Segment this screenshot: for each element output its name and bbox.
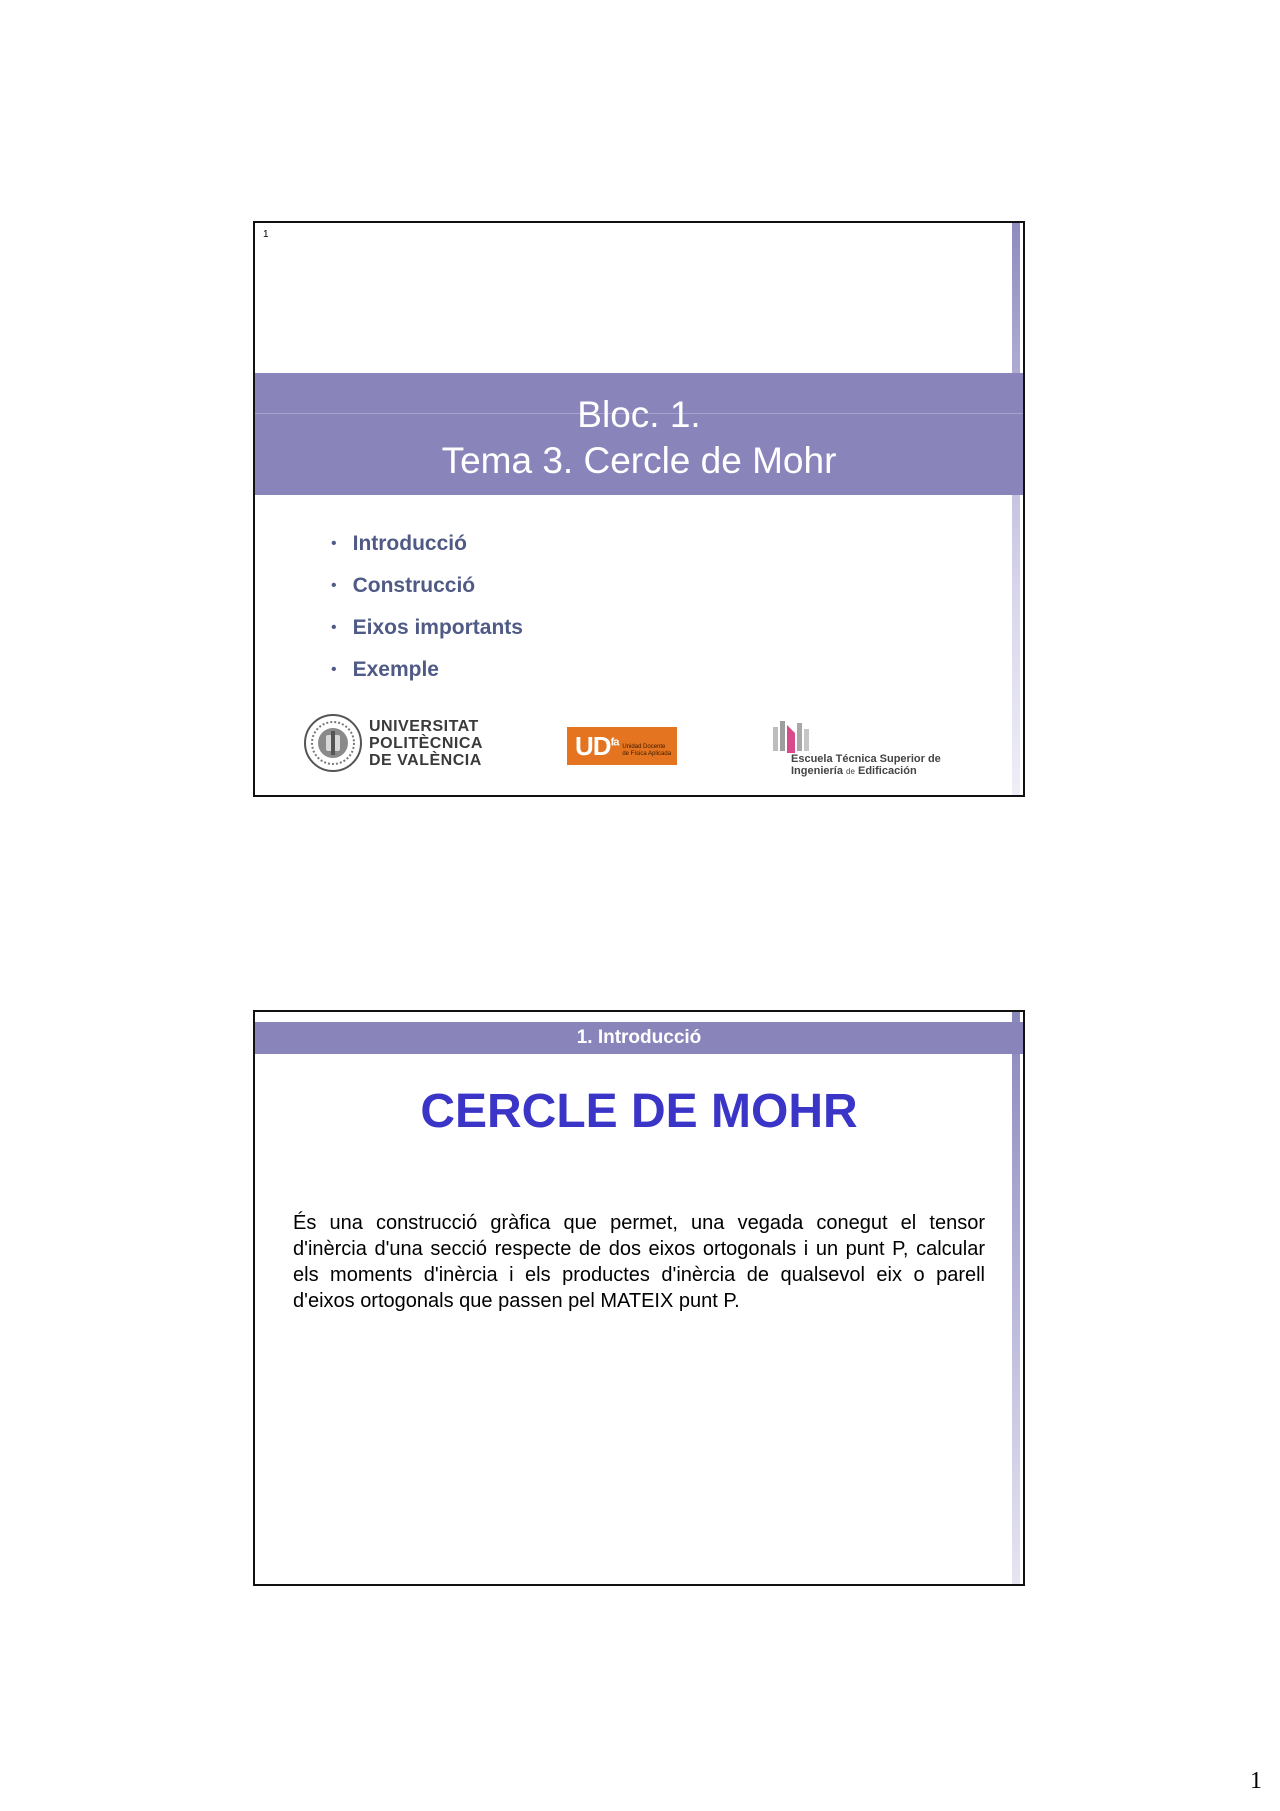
topic-label: Eixos importants xyxy=(352,616,523,639)
topic-list xyxy=(331,523,523,691)
title-band xyxy=(255,373,1023,495)
topic-item xyxy=(331,523,523,565)
bullet-icon: • xyxy=(331,619,337,636)
etsie-wordmark xyxy=(791,753,941,778)
topic-item xyxy=(331,607,523,649)
slide-title-line-1: Bloc. 1. xyxy=(577,394,701,435)
slide-number: 1 xyxy=(263,229,269,240)
etsie-line-1: Escuela Técnica Superior de xyxy=(791,753,941,765)
page-number: 1 xyxy=(1250,1768,1262,1794)
bullet-icon: • xyxy=(331,535,337,552)
udfa-sub-line-2: de Física Aplicada xyxy=(622,751,672,757)
slide-2 xyxy=(253,1010,1025,1586)
topic-label: Construcció xyxy=(352,574,476,597)
topic-item xyxy=(331,565,523,607)
upv-line-2: POLITÈCNICA xyxy=(369,734,483,752)
slide-1 xyxy=(253,221,1025,797)
etsie-line-2-a: Ingeniería xyxy=(791,765,843,777)
upv-seal-icon xyxy=(303,713,363,773)
udfa-mark-letters: UD xyxy=(575,730,611,761)
logos-row xyxy=(255,713,1023,783)
upv-wordmark xyxy=(369,718,483,769)
bullet-icon: • xyxy=(331,577,337,594)
udfa-subtitle xyxy=(622,744,671,758)
etsie-line-2-c: Edificación xyxy=(858,765,917,777)
etsie-line-2-b: de xyxy=(846,767,855,776)
topic-item xyxy=(331,649,523,691)
upv-logo xyxy=(303,713,483,773)
upv-line-1: UNIVERSITAT xyxy=(369,717,479,735)
etsie-line-2 xyxy=(791,765,941,778)
bullet-icon: • xyxy=(331,661,337,678)
udfa-mark-sup: fa xyxy=(610,735,619,748)
intro-paragraph: És una construcció gràfica que permet, una vegada conegut el tensor d'inèrcia d'una secció respecte de dos eixos ortogonals i un punt P, calcular els moments d'inèrcia i els productes d'inèrcia de qualsevol eix o parell d'eixos ortogonals que passen pel MATEIX punt P. xyxy=(293,1212,985,1312)
etsie-logo xyxy=(771,713,941,777)
udfa-sub-line-1: Unidad Docente xyxy=(622,744,666,750)
topic-label: Exemple xyxy=(352,658,439,681)
etsie-building-icon xyxy=(771,713,815,757)
upv-line-3: DE VALÈNCIA xyxy=(369,751,482,769)
udfa-logo xyxy=(567,727,677,765)
slide-1-rail-decoration xyxy=(1012,223,1020,795)
topic-label: Introducció xyxy=(352,532,467,555)
slide-title-line-2: Tema 3. Cercle de Mohr xyxy=(441,440,837,481)
udfa-mark xyxy=(575,731,618,762)
slide-heading: CERCLE DE MOHR xyxy=(420,1085,858,1138)
section-band: 1. Introducció xyxy=(255,1022,1023,1054)
